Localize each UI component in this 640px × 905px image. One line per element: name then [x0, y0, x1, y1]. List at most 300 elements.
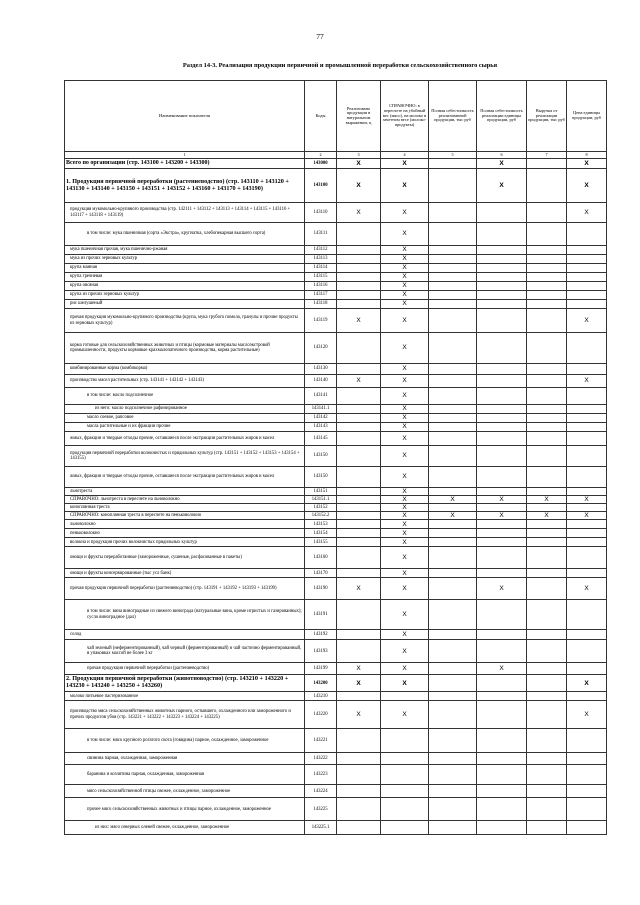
not-applicable-mark: X: [337, 578, 381, 600]
value-cell: [429, 630, 477, 640]
value-cell: [429, 663, 477, 675]
value-cell: [337, 512, 381, 520]
indicator-name-cell: крупа манная: [65, 264, 305, 273]
not-applicable-mark: X: [381, 432, 429, 446]
value-cell: [527, 364, 567, 375]
table-row: [65, 255, 607, 264]
value-cell: [527, 765, 567, 785]
table-row: [65, 446, 607, 467]
value-cell: [477, 375, 527, 388]
code-cell: 143117: [305, 291, 337, 300]
value-cell: [429, 578, 477, 600]
value-cell: [477, 504, 527, 512]
value-cell: [567, 300, 607, 309]
table-row: [65, 753, 607, 765]
value-cell: [477, 246, 527, 255]
value-cell: [429, 423, 477, 432]
header-revenue: Выручка от реализации продукции, тыс руб: [527, 81, 567, 152]
code-cell: 143152.2: [305, 512, 337, 520]
value-cell: [477, 309, 527, 333]
table-row: [65, 333, 607, 364]
table-row: [65, 640, 607, 663]
column-number-row: [65, 152, 607, 159]
header-reference-weight: СПРАВОЧНО: в пересчете на убойный вес (мясо), на молоко в зачетном весе (молоко-продукты): [381, 81, 429, 152]
code-cell: 143151: [305, 488, 337, 496]
indicator-name-cell: в том числе: вина виноградные из свежего винограда (натуральные вина, кроме игристых и газированных); сусло виноградное (дал): [65, 600, 305, 630]
value-cell: [429, 282, 477, 291]
code-cell: 143170: [305, 569, 337, 578]
code-cell: 143120: [305, 333, 337, 364]
value-cell: [527, 569, 567, 578]
value-cell: [337, 520, 381, 529]
value-cell: [429, 538, 477, 547]
value-cell: [337, 753, 381, 765]
value-cell: [429, 529, 477, 538]
value-cell: [527, 821, 567, 835]
code-cell: 143200: [305, 675, 337, 692]
table-row: [65, 675, 607, 692]
value-cell: [567, 600, 607, 630]
not-applicable-mark: X: [527, 496, 567, 504]
value-cell: [567, 264, 607, 273]
value-cell: [477, 692, 527, 701]
value-cell: [527, 246, 567, 255]
code-cell: 143220: [305, 701, 337, 729]
value-cell: [381, 692, 429, 701]
value-cell: [477, 388, 527, 405]
code-cell: 143150: [305, 446, 337, 467]
not-applicable-mark: X: [337, 701, 381, 729]
value-cell: [527, 798, 567, 821]
value-cell: [429, 273, 477, 282]
code-cell: 143210: [305, 692, 337, 701]
value-cell: [337, 729, 381, 753]
value-cell: [477, 765, 527, 785]
indicator-name-cell: жмых, фракции и твердые отходы прочие, оставшиеся после экстракции растительных жиров и масел: [65, 467, 305, 488]
not-applicable-mark: X: [381, 578, 429, 600]
indicator-name-cell: крупа из прочих зерновых культур: [65, 291, 305, 300]
table-row: [65, 169, 607, 203]
value-cell: [477, 273, 527, 282]
value-cell: [429, 203, 477, 223]
value-cell: [567, 663, 607, 675]
value-cell: [429, 309, 477, 333]
not-applicable-mark: X: [381, 504, 429, 512]
indicator-name-cell: СПРАВОЧНО: коноплянная треста в пересчете на пеньковолокно: [65, 512, 305, 520]
header-sold-natural: Реализовано продукции в натуральном выражении, ц: [337, 81, 381, 152]
indicator-name-cell: продукция первичной переработки волокнистых и прядильных культур (стр. 143151 + 143152 + 143153 + 143154 + 143155): [65, 446, 305, 467]
value-cell: [429, 223, 477, 246]
not-applicable-mark: X: [567, 203, 607, 223]
value-cell: [477, 701, 527, 729]
value-cell: [477, 405, 527, 414]
header-codes: Коды: [305, 81, 337, 152]
code-cell: 143150: [305, 467, 337, 488]
code-cell: 143225.1: [305, 821, 337, 835]
not-applicable-mark: X: [429, 496, 477, 504]
value-cell: [527, 432, 567, 446]
header-row: [65, 81, 607, 152]
report-table-container: [64, 80, 606, 835]
header-full-cost: Полная себестоимость реализованной продукции, тыс руб: [429, 81, 477, 152]
indicator-name-cell: мясо сельскохозяйственной птицы свежее, охлажденное, замороженное: [65, 785, 305, 798]
not-applicable-mark: X: [381, 264, 429, 273]
value-cell: [527, 169, 567, 203]
value-cell: [527, 300, 567, 309]
not-applicable-mark: X: [381, 446, 429, 467]
code-cell: 143225: [305, 798, 337, 821]
indicator-name-cell: прочая продукция первичной переработки (растениеводство): [65, 663, 305, 675]
value-cell: [477, 529, 527, 538]
value-cell: [429, 467, 477, 488]
value-cell: [337, 432, 381, 446]
value-cell: [527, 159, 567, 169]
value-cell: [527, 600, 567, 630]
document-title: Раздел 14-3. Реализация продукции первичной и промышленной переработки сельскохозяйственного сырья: [182, 62, 498, 69]
table-row: [65, 538, 607, 547]
code-cell: 143145: [305, 432, 337, 446]
not-applicable-mark: X: [381, 640, 429, 663]
value-cell: [527, 675, 567, 692]
value-cell: [527, 273, 567, 282]
table-row: [65, 630, 607, 640]
indicator-name-cell: мука пшеничная прочая, мука пшенично-ржаная: [65, 246, 305, 255]
value-cell: [477, 488, 527, 496]
not-applicable-mark: X: [381, 282, 429, 291]
not-applicable-mark: X: [567, 375, 607, 388]
table-row: [65, 692, 607, 701]
code-cell: 143221: [305, 729, 337, 753]
indicator-name-cell: солод: [65, 630, 305, 640]
code-cell: 143142: [305, 414, 337, 423]
not-applicable-mark: X: [381, 569, 429, 578]
column-number: 5: [429, 152, 477, 159]
value-cell: [527, 753, 567, 765]
not-applicable-mark: X: [381, 223, 429, 246]
not-applicable-mark: X: [381, 701, 429, 729]
not-applicable-mark: X: [381, 467, 429, 488]
not-applicable-mark: X: [381, 203, 429, 223]
value-cell: [477, 538, 527, 547]
value-cell: [337, 496, 381, 504]
value-cell: [429, 159, 477, 169]
header-indicator-name: Наименование показателя: [65, 81, 305, 152]
value-cell: [567, 291, 607, 300]
value-cell: [567, 729, 607, 753]
column-number: 2: [305, 152, 337, 159]
table-row: [65, 246, 607, 255]
value-cell: [477, 785, 527, 798]
not-applicable-mark: X: [429, 512, 477, 520]
indicator-name-cell: в том числе: мука пшеничная (сорта «Экстра», крупчатка, хлебопекарная высшего сорта): [65, 223, 305, 246]
not-applicable-mark: X: [477, 169, 527, 203]
not-applicable-mark: X: [381, 600, 429, 630]
value-cell: [527, 520, 567, 529]
indicator-name-cell: пеньковолокно: [65, 529, 305, 538]
value-cell: [477, 423, 527, 432]
indicator-name-cell: корма готовые для сельскохозяйственных животных и птицы (кормовые материалы маслоэкстровой промышленности, продукты кормовые крахмалопаточного производства, корма растительные): [65, 333, 305, 364]
value-cell: [337, 246, 381, 255]
not-applicable-mark: X: [567, 169, 607, 203]
value-cell: [477, 255, 527, 264]
value-cell: [527, 291, 567, 300]
value-cell: [429, 264, 477, 273]
value-cell: [337, 538, 381, 547]
value-cell: [337, 388, 381, 405]
code-cell: 143192: [305, 630, 337, 640]
value-cell: [337, 547, 381, 569]
column-number: 1: [65, 152, 305, 159]
not-applicable-mark: X: [381, 255, 429, 264]
value-cell: [337, 569, 381, 578]
code-cell: 143153: [305, 520, 337, 529]
value-cell: [429, 640, 477, 663]
value-cell: [381, 821, 429, 835]
value-cell: [527, 375, 567, 388]
indicator-name-cell: свинина парная, охлажденная, замороженная: [65, 753, 305, 765]
not-applicable-mark: X: [567, 512, 607, 520]
indicator-name-cell: овощи и фрукты консервированные (тыс усл банк): [65, 569, 305, 578]
not-applicable-mark: X: [381, 300, 429, 309]
value-cell: [337, 255, 381, 264]
not-applicable-mark: X: [567, 309, 607, 333]
indicator-name-cell: льнотреста: [65, 488, 305, 496]
value-cell: [429, 488, 477, 496]
table-row: [65, 512, 607, 520]
value-cell: [527, 309, 567, 333]
value-cell: [567, 821, 607, 835]
value-cell: [337, 446, 381, 467]
value-cell: [567, 388, 607, 405]
value-cell: [429, 446, 477, 467]
code-cell: 143130: [305, 364, 337, 375]
value-cell: [567, 529, 607, 538]
value-cell: [567, 640, 607, 663]
indicator-name-cell: молоко питьевое пастеризованное: [65, 692, 305, 701]
value-cell: [337, 291, 381, 300]
value-cell: [429, 291, 477, 300]
not-applicable-mark: X: [381, 538, 429, 547]
code-cell: 143111: [305, 223, 337, 246]
not-applicable-mark: X: [381, 246, 429, 255]
value-cell: [429, 600, 477, 630]
value-cell: [429, 300, 477, 309]
indicator-name-cell: производство масел растительных (стр. 143141 + 143142 + 143143): [65, 375, 305, 388]
table-row: [65, 569, 607, 578]
value-cell: [477, 600, 527, 630]
value-cell: [429, 692, 477, 701]
not-applicable-mark: X: [381, 405, 429, 414]
value-cell: [567, 547, 607, 569]
indicator-name-cell: овощи и фрукты переработанные (замороженные, сушеные, расфасованные в пакеты): [65, 547, 305, 569]
code-cell: 143000: [305, 159, 337, 169]
indicator-name-cell: льноволокно: [65, 520, 305, 529]
not-applicable-mark: X: [337, 675, 381, 692]
code-cell: 143113: [305, 255, 337, 264]
value-cell: [429, 753, 477, 765]
value-cell: [477, 264, 527, 273]
not-applicable-mark: X: [337, 203, 381, 223]
indicator-name-cell: прочее мясо сельскохозяйственных животных и птицы парное, охлажденное, замороженное: [65, 798, 305, 821]
header-unit-price: Цена единицы продукции, руб: [567, 81, 607, 152]
not-applicable-mark: X: [381, 291, 429, 300]
not-applicable-mark: X: [337, 309, 381, 333]
table-row: [65, 264, 607, 273]
table-row: [65, 488, 607, 496]
value-cell: [567, 246, 607, 255]
value-cell: [429, 547, 477, 569]
not-applicable-mark: X: [567, 159, 607, 169]
report-table: [64, 80, 607, 835]
value-cell: [429, 405, 477, 414]
value-cell: [477, 282, 527, 291]
table-row: [65, 414, 607, 423]
value-cell: [527, 388, 567, 405]
value-cell: [477, 753, 527, 765]
value-cell: [429, 504, 477, 512]
value-cell: [527, 488, 567, 496]
not-applicable-mark: X: [477, 159, 527, 169]
not-applicable-mark: X: [381, 169, 429, 203]
value-cell: [477, 630, 527, 640]
value-cell: [337, 504, 381, 512]
value-cell: [337, 423, 381, 432]
code-cell: 143112: [305, 246, 337, 255]
table-row: [65, 282, 607, 291]
value-cell: [567, 753, 607, 765]
code-cell: 143141.1: [305, 405, 337, 414]
not-applicable-mark: X: [381, 520, 429, 529]
code-cell: 143223: [305, 765, 337, 785]
indicator-name-cell: крупа гречневая: [65, 273, 305, 282]
indicator-name-cell: комбинированные корма (комбикорма): [65, 364, 305, 375]
not-applicable-mark: X: [381, 630, 429, 640]
value-cell: [337, 300, 381, 309]
value-cell: [381, 729, 429, 753]
indicator-name-cell: из них: мясо северных оленей свежее, охлажденное, замороженное: [65, 821, 305, 835]
value-cell: [337, 414, 381, 423]
code-cell: 143155: [305, 538, 337, 547]
code-cell: 143154: [305, 529, 337, 538]
not-applicable-mark: X: [477, 663, 527, 675]
value-cell: [337, 333, 381, 364]
table-row: [65, 405, 607, 414]
code-cell: 143100: [305, 169, 337, 203]
value-cell: [429, 798, 477, 821]
value-cell: [567, 504, 607, 512]
table-row: [65, 578, 607, 600]
not-applicable-mark: X: [381, 388, 429, 405]
indicator-name-cell: коноплянная треста: [65, 504, 305, 512]
value-cell: [429, 520, 477, 529]
value-cell: [337, 488, 381, 496]
not-applicable-mark: X: [381, 547, 429, 569]
not-applicable-mark: X: [477, 496, 527, 504]
code-cell: 143114: [305, 264, 337, 273]
value-cell: [477, 798, 527, 821]
value-cell: [527, 663, 567, 675]
code-cell: 143191: [305, 600, 337, 630]
value-cell: [429, 729, 477, 753]
value-cell: [477, 446, 527, 467]
table-row: [65, 159, 607, 169]
value-cell: [337, 467, 381, 488]
code-cell: 143193: [305, 640, 337, 663]
value-cell: [429, 785, 477, 798]
value-cell: [527, 578, 567, 600]
value-cell: [567, 538, 607, 547]
indicator-name-cell: масло соевое, рапсовое: [65, 414, 305, 423]
table-row: [65, 388, 607, 405]
indicator-name-cell: волокна и продукция прочих волокнистых прядильных культур: [65, 538, 305, 547]
value-cell: [527, 729, 567, 753]
table-row: [65, 300, 607, 309]
value-cell: [527, 529, 567, 538]
value-cell: [381, 753, 429, 765]
page-number: 77: [316, 32, 324, 41]
table-row: [65, 529, 607, 538]
value-cell: [527, 630, 567, 640]
value-cell: [477, 467, 527, 488]
value-cell: [337, 282, 381, 291]
indicator-name-cell: рис шелушеный: [65, 300, 305, 309]
value-cell: [567, 467, 607, 488]
not-applicable-mark: X: [381, 675, 429, 692]
value-cell: [567, 414, 607, 423]
value-cell: [527, 405, 567, 414]
table-row: [65, 765, 607, 785]
value-cell: [567, 798, 607, 821]
value-cell: [527, 467, 567, 488]
not-applicable-mark: X: [567, 578, 607, 600]
column-number: 6: [477, 152, 527, 159]
not-applicable-mark: X: [381, 375, 429, 388]
table-row: [65, 467, 607, 488]
value-cell: [477, 203, 527, 223]
not-applicable-mark: X: [381, 488, 429, 496]
not-applicable-mark: X: [381, 496, 429, 504]
value-cell: [429, 701, 477, 729]
value-cell: [567, 423, 607, 432]
table-row: [65, 504, 607, 512]
value-cell: [527, 333, 567, 364]
value-cell: [429, 169, 477, 203]
value-cell: [567, 692, 607, 701]
value-cell: [567, 282, 607, 291]
table-row: [65, 364, 607, 375]
value-cell: [567, 333, 607, 364]
value-cell: [429, 375, 477, 388]
not-applicable-mark: X: [337, 663, 381, 675]
value-cell: [527, 640, 567, 663]
indicator-name-cell: производство мяса сельскохозяйственных животных парного, остывшего, охлажденного или замороженного и прочих продуктов убоя (стр. 143221 + 143222 + 143223 + 143224 + 143225): [65, 701, 305, 729]
value-cell: [567, 630, 607, 640]
indicator-name-cell: крупа овсяная: [65, 282, 305, 291]
value-cell: [527, 446, 567, 467]
table-row: [65, 496, 607, 504]
value-cell: [477, 291, 527, 300]
not-applicable-mark: X: [381, 423, 429, 432]
value-cell: [527, 701, 567, 729]
value-cell: [567, 569, 607, 578]
value-cell: [527, 282, 567, 291]
code-cell: 143222: [305, 753, 337, 765]
not-applicable-mark: X: [381, 364, 429, 375]
value-cell: [477, 547, 527, 569]
value-cell: [337, 765, 381, 785]
value-cell: [429, 569, 477, 578]
indicator-name-cell: прочая продукция первичной переработки (растениеводство) (стр. 143191 + 143192 + 143193 + 143199): [65, 578, 305, 600]
